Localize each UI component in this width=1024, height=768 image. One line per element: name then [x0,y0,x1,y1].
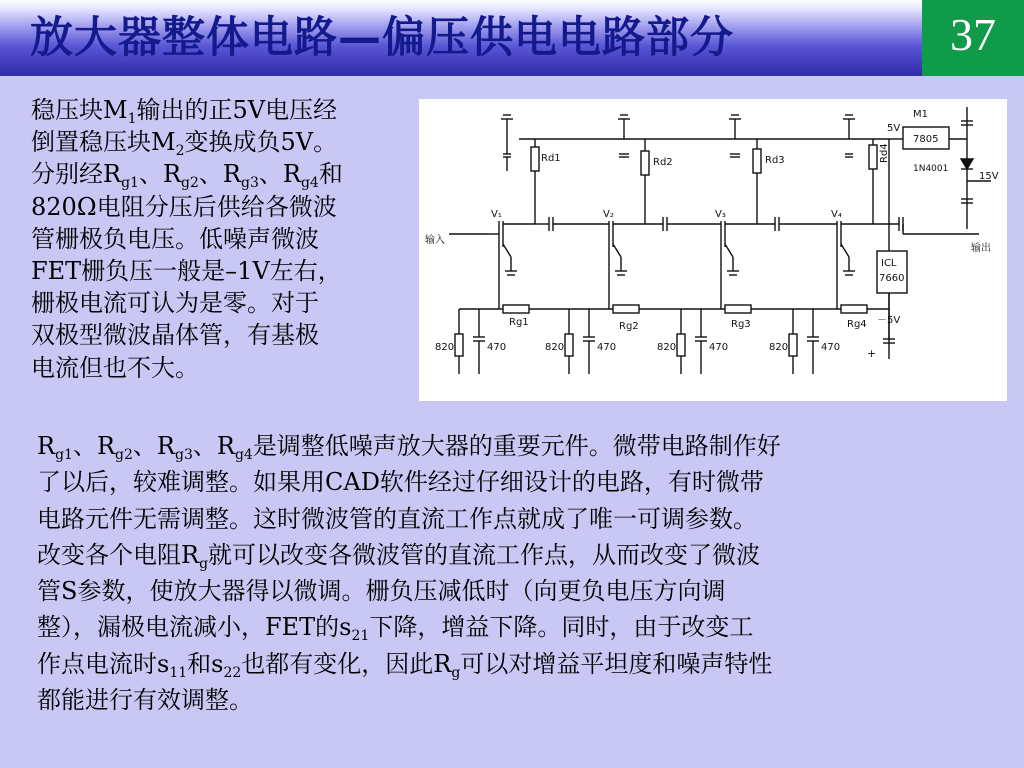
m1-label: M1 [913,109,928,120]
text-line: 双极型微波晶体管，有基极 [31,321,319,350]
text-line: 作点电流时$s_{11}$和$s_{22}$也都有变化，因此$R_g$可以对增益平坦度和噪声特性 [37,649,773,681]
text-line: 管栅极负电压。低噪声微波 [31,224,319,253]
left-paragraph [31,94,417,384]
c470-label: 470 [821,342,841,353]
c470-label: 470 [709,342,729,353]
text-line: 改变各个电阻$R_g$就可以改变各微波管的直流工作点，从而改变了微波 [37,540,761,572]
diode-label: 1N4001 [913,164,949,174]
rd-label: Rd2 [653,157,673,168]
text-line: 稳压块$M_1$输出的正5V电压经 [31,96,338,127]
icl-label: ICL [881,258,897,269]
r820-label: 820 [769,342,789,353]
neg-5v-label: －5V [877,315,901,326]
circuit-diagram [419,99,1007,401]
icl-label: 7660 [879,273,905,284]
page-number: 37 [950,9,996,60]
title-bar [0,0,922,76]
supply-5v-label: 5V [887,123,901,134]
regulator-label: 7805 [913,134,939,145]
transistor-label: V₁ [491,209,502,220]
output-label: 输出 [971,243,991,254]
text-line: 分别经$R_{g1}$、$R_{g2}$、$R_{g3}$、$R_{g4}$和 [31,160,343,192]
rd-label: Rd4 [879,143,890,163]
rg-label: Rg3 [731,319,751,330]
text-line: 都能进行有效调整。 [37,686,253,715]
transistor-v1 [489,221,535,275]
text-line: FET栅负压一般是–1V左右， [31,257,342,286]
text-line: 电流但也不大。 [31,353,199,382]
page-number-box [922,0,1024,76]
text-line: 电路元件无需调整。这时微波管的直流工作点就成了唯一可调参数。 [37,504,757,533]
text-line: 管S参数，使放大器得以微调。栅负压减低时（向更负电压方向调 [37,577,726,606]
text-line: $R_{g1}$、$R_{g2}$、$R_{g3}$、$R_{g4}$是调整低噪声放大器的重要元件。微带电路制作好 [37,432,781,463]
r820-label: 820 [545,342,565,353]
rg-label: Rg2 [619,321,639,332]
rd-label: Rd3 [765,155,785,166]
transistor-v2 [609,221,645,275]
transistor-label: V₄ [831,209,842,220]
text-line: 了以后，较难调整。如果用CAD软件经过仔细设计的电路，有时微带 [37,468,764,497]
transistor-label: V₂ [603,209,614,220]
supply-15v-label: 15V [979,171,999,182]
plus-label: + [867,347,877,360]
text-line: 栅极电流可认为是零。对于 [31,289,319,318]
transistor-v4 [837,221,873,275]
rd-label: Rd1 [541,153,561,164]
input-label: 输入 [425,235,445,246]
r820-label: 820 [435,342,455,353]
text-line: 倒置稳压块$M_2$变换成负5V。 [31,128,338,160]
text-line: 820Ω电阻分压后供给各微波 [31,192,337,221]
r820-label: 820 [657,342,677,353]
rg-label: Rg1 [509,317,529,328]
transistor-v3 [721,221,757,275]
ground-icon [501,115,513,139]
text-line: 整），漏极电流减小，FET的$s_{21}$下降，增益下降。同时，由于改变工 [37,613,754,645]
rg-label: Rg4 [847,319,867,330]
slide-title: 放大器整体电路—偏压供电电路部分 [30,13,734,63]
c470-label: 470 [597,342,617,353]
c470-label: 470 [487,342,507,353]
bottom-paragraph [37,428,992,718]
transistor-label: V₃ [715,209,726,220]
